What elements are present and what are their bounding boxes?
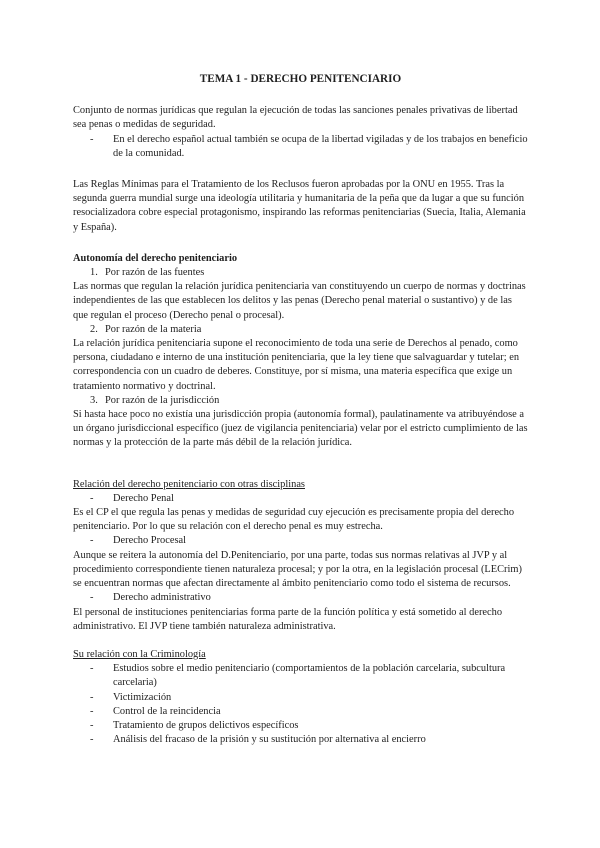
relacion-item-label [73,492,528,506]
criminologia-item-text: Victimización [113,691,172,703]
criminologia-item [73,719,528,733]
dash-marker: - [90,691,94,703]
item-label-text: Derecho Procesal [113,535,186,547]
intro-bullet [73,133,528,161]
intro-bullet-text: En el derecho español actual también se ocupa de la libertad vigiladas y de los trabajos en beneficio de la comunidad. [113,133,528,159]
item-label-text: Por razón de la jurisdicción [105,394,220,406]
intro-paragraph: Conjunto de normas jurídicas que regulan la ejecución de todas las sanciones penales privativas de libertad sea penas o medidas de seguridad. [73,105,518,131]
dash-marker: - [90,663,94,675]
dash-marker: - [90,719,94,731]
item-number: 3. [90,394,98,406]
reglas-paragraph: Las Reglas Mínimas para el Tratamiento de los Reclusos fueron aprobadas por la ONU en 1955. Tras la segunda guerra mundial surge una ideología utilitaria y humanitaria de la peña que da lugar a que su función resocializadora cobre especial protagonismo, inspirando las reformas penitenciarias (Suecia, Italia, Alemania y España). [73,179,526,233]
criminologia-item [73,662,528,690]
autonomia-item-text: Si hasta hace poco no existía una jurisdicción propia (autonomía formal), paulatinamente va atribuyéndose a un órgano jurisdiccional específico (juez de vigilancia penitenciaria) velar por el estricto cumplimiento de las normas y la protección de la parte más débil de la relación jurídica. [73,409,528,449]
dash-marker: - [90,133,94,145]
criminologia-heading: Su relación con la Criminología [73,648,206,660]
document-page [73,72,528,747]
item-label-text: Por razón de las fuentes [105,267,205,279]
criminologia-item [73,733,528,747]
criminologia-item-text: Análisis del fracaso de la prisión y su sustitución por alternativa al encierro [113,734,426,746]
dash-marker: - [90,535,94,547]
relacion-item-text: El personal de instituciones penitenciarias forma parte de la función política y está sometido al derecho administrativo. El JVP tiene también naturaleza administrativa. [73,606,503,632]
item-number: 2. [90,323,98,335]
criminologia-item [73,691,528,705]
relacion-item-text: Aunque se reitera la autonomía del D.Penitenciario, por una parte, todas sus normas relativas al JVP y al procedimiento correspondiente tienen naturaleza procesal; y por la otra, en la legislación procesal (LECrim) se encuentran normas que afectan directamente al ámbito penitenciario como todo el sistema de recursos. [73,549,522,590]
dash-marker: - [90,492,94,504]
item-label-text: Derecho Penal [113,492,174,504]
item-label-text: Derecho administrativo [113,592,211,604]
dash-marker: - [90,592,94,604]
relacion-item-label [73,534,528,548]
relacion-item-label [73,591,528,605]
criminologia-item [73,705,528,719]
autonomia-item-label [73,323,528,337]
item-number: 1. [90,267,98,279]
relacion-heading: Relación del derecho penitenciario con otras disciplinas [73,478,305,490]
criminologia-item-text: Tratamiento de grupos delictivos específicos [113,719,299,731]
autonomia-item-label [73,266,528,280]
autonomia-item-label [73,394,528,408]
autonomia-item-text: La relación jurídica penitenciaria supone el reconocimiento de toda una serie de Derechos al penado, como persona, ciudadano e interno de una institución penitenciaria, que la ley tiene que salvaguardar y tutelar; en correspondencia con un cuadro de deberes. Constituye, por sí misma, una materia específica que exige un tratamiento normativo y doctrinal. [73,338,520,392]
dash-marker: - [90,705,94,717]
relacion-item-text: Es el CP el que regula las penas y medidas de seguridad cuy ejecución es precisamente propia del derecho penitenciario. Por lo que su relación con el derecho penal es muy estrecha. [73,507,515,533]
item-label-text: Por razón de la materia [105,323,202,335]
criminologia-item-text: Estudios sobre el medio penitenciario (comportamientos de la población carcelaria, subcultura carcelaria) [113,663,506,689]
dash-marker: - [90,734,94,746]
criminologia-item-text: Control de la reincidencia [113,705,221,717]
autonomia-item-text: Las normas que regulan la relación jurídica penitenciaria van constituyendo un cuerpo de normas y doctrinas independientes de las que establecen los delitos y las penas (Derecho penal material o sustantivo) y de las que regulan el proceso (Derecho penal o procesal). [73,281,526,321]
document-title: TEMA 1 - DERECHO PENITENCIARIO [199,73,402,85]
autonomia-heading: Autonomía del derecho penitenciario [73,252,238,264]
